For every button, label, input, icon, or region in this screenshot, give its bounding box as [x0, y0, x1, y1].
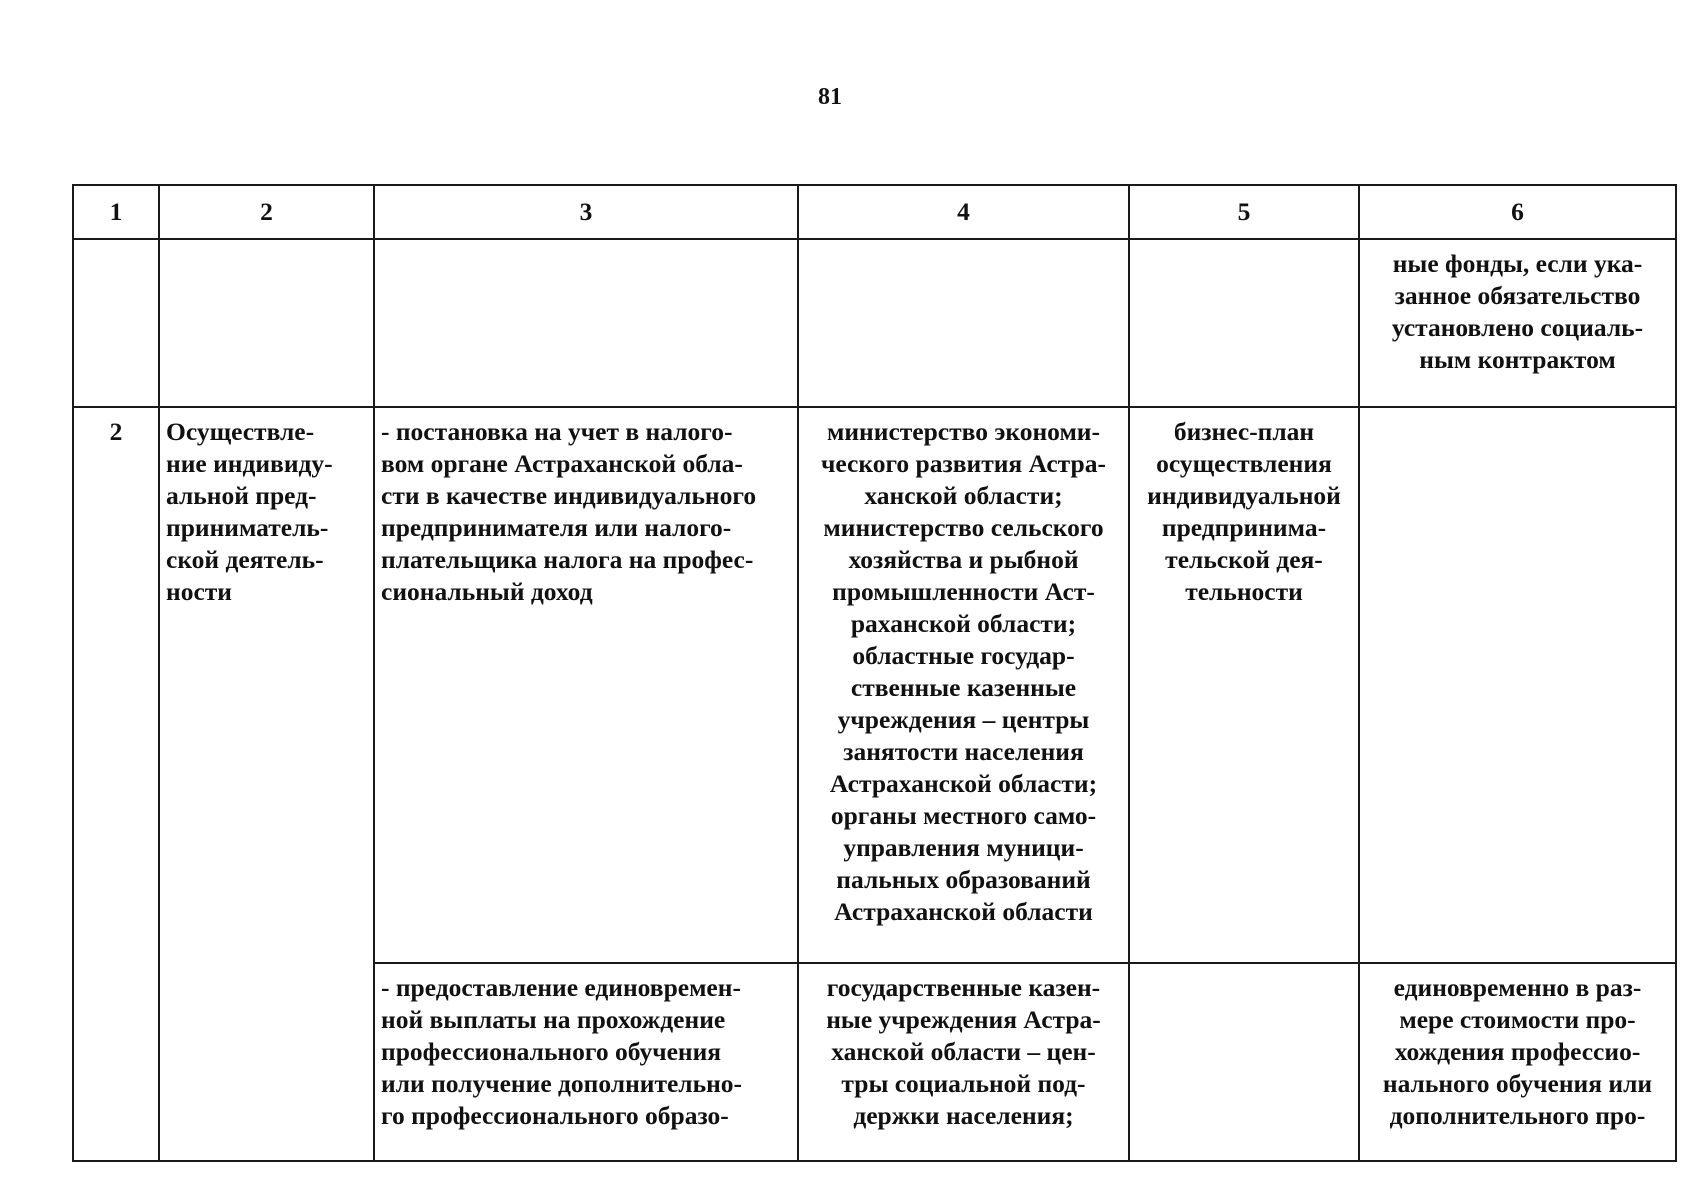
services-table	[72, 184, 1677, 1162]
cell-payment-terms: ные фонды, если ука- занное обязательство установлено социаль- ным контрактом	[1359, 239, 1676, 407]
cell-payment-terms: единовременно в раз- мере стоимости про- хождения профессио- нального обучения или дополнительного про-	[1359, 963, 1676, 1161]
cell-documents	[1129, 239, 1359, 407]
header-col-4: 4	[798, 185, 1129, 239]
cell-executor: государственные казен- ные учреждения Астра- ханской области – цен- тры социальной под- держки населения;	[798, 963, 1129, 1161]
cell-documents	[1129, 963, 1359, 1161]
cell-activity: Осуществле- ние индивиду- альной пред- приниматель- ской деятель- ности	[159, 407, 374, 1161]
cell-activity	[159, 239, 374, 407]
cell-number: 2	[73, 407, 159, 1161]
cell-measure: - постановка на учет в налого- вом органе Астраханской обла- сти в качестве индивидуального предпринимателя или налого- плательщика налога на профес- сиональный доход	[374, 407, 798, 963]
page-number: 81	[818, 84, 842, 110]
cell-documents: бизнес-план осуществления индивидуальной предпринима- тельской дея- тельности	[1129, 407, 1359, 963]
header-col-2: 2	[159, 185, 374, 239]
cell-measure: - предоставление единовремен- ной выплаты на прохождение профессионального обучения или получение дополнительно- го профессионального образо-	[374, 963, 798, 1161]
header-col-5: 5	[1129, 185, 1359, 239]
table-header-row	[73, 185, 1676, 239]
cell-executor: министерство экономи- ческого развития Астра- ханской области; министерство сельского хозяйства и рыбной промышленности Аст- раханской области; областные государ- ственные казенные учреждения – центры занятости населения Астраханской области; органы местного само- управления муници- пальных образований Астраханской области	[798, 407, 1129, 963]
header-col-1: 1	[73, 185, 159, 239]
header-col-3: 3	[374, 185, 798, 239]
table-row	[73, 407, 1676, 963]
cell-number	[73, 239, 159, 407]
cell-payment-terms	[1359, 407, 1676, 963]
cell-executor	[798, 239, 1129, 407]
header-col-6: 6	[1359, 185, 1676, 239]
table-row	[73, 239, 1676, 407]
cell-measure	[374, 239, 798, 407]
